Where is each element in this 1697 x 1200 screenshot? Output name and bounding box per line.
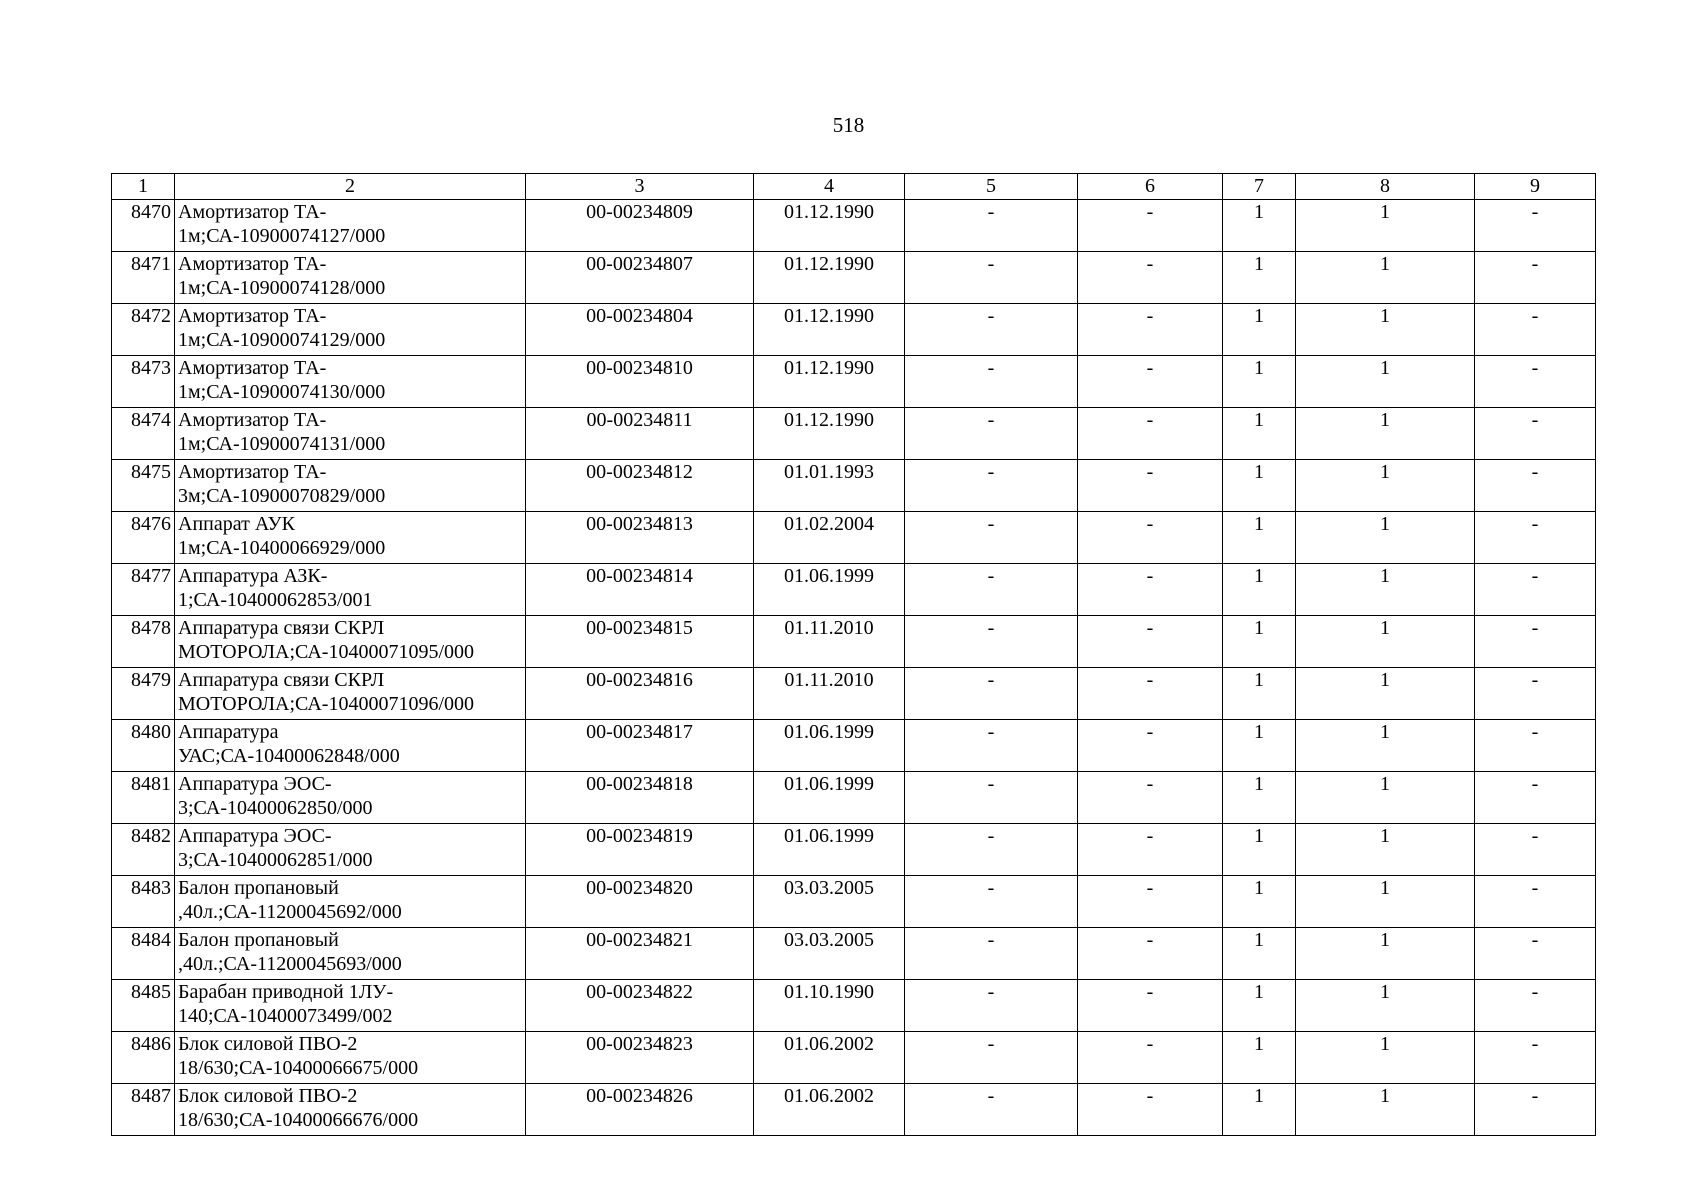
row-number: 8478: [112, 616, 175, 668]
column-9-cell: -: [1475, 772, 1596, 824]
column-9-cell: -: [1475, 408, 1596, 460]
table-row: [112, 980, 1596, 1032]
column-6-cell: -: [1078, 980, 1223, 1032]
item-name: [175, 928, 526, 980]
item-name-line: Аппаратура: [178, 721, 279, 743]
column-5-cell: -: [905, 980, 1078, 1032]
column-6-cell: -: [1078, 200, 1223, 252]
inventory-code: 00-00234821: [526, 928, 754, 980]
column-8-cell: 1: [1296, 408, 1475, 460]
column-7-cell: 1: [1223, 980, 1296, 1032]
item-name: [175, 356, 526, 408]
row-number: 8480: [112, 720, 175, 772]
column-6-cell: -: [1078, 824, 1223, 876]
item-name-line: 1;СА-10400062853/001: [178, 589, 373, 611]
item-name-line: 1м;СА-10900074131/000: [178, 433, 386, 455]
item-name-line: МОТОРОЛА;СА-10400071095/000: [178, 641, 475, 663]
page-number: 518: [832, 113, 865, 137]
item-name: [175, 564, 526, 616]
table-row: [112, 460, 1596, 512]
item-name: [175, 720, 526, 772]
column-9-cell: -: [1475, 252, 1596, 304]
column-7-cell: 1: [1223, 876, 1296, 928]
column-5-cell: -: [905, 1032, 1078, 1084]
row-number: 8486: [112, 1032, 175, 1084]
table-row: [112, 720, 1596, 772]
table-row: [112, 512, 1596, 564]
column-8-cell: 1: [1296, 876, 1475, 928]
column-9-cell: -: [1475, 824, 1596, 876]
row-number: 8484: [112, 928, 175, 980]
row-number: 8470: [112, 200, 175, 252]
column-9-cell: -: [1475, 980, 1596, 1032]
column-5-cell: -: [905, 304, 1078, 356]
column-header: 2: [175, 174, 526, 200]
date-cell: 01.12.1990: [754, 200, 905, 252]
date-cell: 01.06.1999: [754, 772, 905, 824]
item-name-line: Амортизатор ТА-: [178, 409, 327, 431]
column-6-cell: -: [1078, 668, 1223, 720]
item-name: [175, 824, 526, 876]
column-5-cell: -: [905, 200, 1078, 252]
column-6-cell: -: [1078, 304, 1223, 356]
table-row: [112, 616, 1596, 668]
inventory-code: 00-00234816: [526, 668, 754, 720]
item-name-line: Аппаратура связи СКРЛ: [178, 669, 385, 691]
column-5-cell: -: [905, 408, 1078, 460]
item-name-line: Аппаратура ЭОС-: [178, 825, 332, 847]
column-7-cell: 1: [1223, 252, 1296, 304]
header-row: [112, 174, 1596, 200]
date-cell: 01.01.1993: [754, 460, 905, 512]
column-7-cell: 1: [1223, 1084, 1296, 1136]
column-6-cell: -: [1078, 876, 1223, 928]
column-7-cell: 1: [1223, 928, 1296, 980]
item-name-line: 18/630;СА-10400066675/000: [178, 1057, 419, 1079]
column-7-cell: 1: [1223, 824, 1296, 876]
item-name-line: 3;СА-10400062851/000: [178, 849, 373, 871]
table-row: [112, 356, 1596, 408]
table-row: [112, 252, 1596, 304]
inventory-code: 00-00234812: [526, 460, 754, 512]
date-cell: 03.03.2005: [754, 876, 905, 928]
date-cell: 01.06.1999: [754, 824, 905, 876]
column-5-cell: -: [905, 876, 1078, 928]
column-7-cell: 1: [1223, 408, 1296, 460]
item-name-line: 3;СА-10400062850/000: [178, 797, 373, 819]
item-name-line: Балон пропановый: [178, 877, 339, 899]
date-cell: 01.06.2002: [754, 1084, 905, 1136]
row-number: 8479: [112, 668, 175, 720]
column-header: 5: [905, 174, 1078, 200]
date-cell: 01.12.1990: [754, 252, 905, 304]
table-row: [112, 200, 1596, 252]
column-9-cell: -: [1475, 668, 1596, 720]
item-name-line: 1м;СА-10900074127/000: [178, 225, 386, 247]
column-header: 7: [1223, 174, 1296, 200]
item-name-line: 1м;СА-10400066929/000: [178, 537, 386, 559]
column-8-cell: 1: [1296, 980, 1475, 1032]
column-9-cell: -: [1475, 512, 1596, 564]
date-cell: 01.06.1999: [754, 720, 905, 772]
column-9-cell: -: [1475, 460, 1596, 512]
item-name-line: ,40л.;СА-11200045693/000: [178, 953, 402, 975]
item-name-line: Амортизатор ТА-: [178, 305, 327, 327]
column-7-cell: 1: [1223, 304, 1296, 356]
inventory-code: 00-00234810: [526, 356, 754, 408]
item-name: [175, 1084, 526, 1136]
column-8-cell: 1: [1296, 720, 1475, 772]
inventory-code: 00-00234819: [526, 824, 754, 876]
item-name-line: Аппаратура связи СКРЛ: [178, 617, 385, 639]
inventory-code: 00-00234815: [526, 616, 754, 668]
item-name-line: Амортизатор ТА-: [178, 357, 327, 379]
item-name: [175, 668, 526, 720]
item-name-line: Балон пропановый: [178, 929, 339, 951]
inventory-code: 00-00234826: [526, 1084, 754, 1136]
item-name-line: 140;СА-10400073499/002: [178, 1005, 393, 1027]
column-7-cell: 1: [1223, 616, 1296, 668]
table-row: [112, 876, 1596, 928]
table-row: [112, 1084, 1596, 1136]
column-5-cell: -: [905, 928, 1078, 980]
column-6-cell: -: [1078, 928, 1223, 980]
column-6-cell: -: [1078, 616, 1223, 668]
date-cell: 01.06.1999: [754, 564, 905, 616]
item-name: [175, 200, 526, 252]
column-8-cell: 1: [1296, 564, 1475, 616]
column-8-cell: 1: [1296, 200, 1475, 252]
date-cell: 01.12.1990: [754, 304, 905, 356]
table-row: [112, 668, 1596, 720]
item-name-line: Амортизатор ТА-: [178, 253, 327, 275]
column-5-cell: -: [905, 564, 1078, 616]
item-name: [175, 460, 526, 512]
column-6-cell: -: [1078, 564, 1223, 616]
column-8-cell: 1: [1296, 1084, 1475, 1136]
date-cell: 01.12.1990: [754, 356, 905, 408]
column-6-cell: -: [1078, 512, 1223, 564]
item-name: [175, 512, 526, 564]
column-7-cell: 1: [1223, 564, 1296, 616]
inventory-code: 00-00234811: [526, 408, 754, 460]
item-name-line: Амортизатор ТА-: [178, 201, 327, 223]
inventory-code: 00-00234813: [526, 512, 754, 564]
column-8-cell: 1: [1296, 304, 1475, 356]
item-name-line: ,40л.;СА-11200045692/000: [178, 901, 402, 923]
column-5-cell: -: [905, 460, 1078, 512]
row-number: 8473: [112, 356, 175, 408]
column-9-cell: -: [1475, 1032, 1596, 1084]
column-6-cell: -: [1078, 720, 1223, 772]
column-9-cell: -: [1475, 1084, 1596, 1136]
column-9-cell: -: [1475, 200, 1596, 252]
column-6-cell: -: [1078, 252, 1223, 304]
item-name-line: Амортизатор ТА-: [178, 461, 327, 483]
column-6-cell: -: [1078, 408, 1223, 460]
item-name: [175, 304, 526, 356]
column-7-cell: 1: [1223, 356, 1296, 408]
column-header: 8: [1296, 174, 1475, 200]
item-name: [175, 876, 526, 928]
table-row: [112, 304, 1596, 356]
column-6-cell: -: [1078, 1084, 1223, 1136]
inventory-code: 00-00234822: [526, 980, 754, 1032]
item-name: [175, 980, 526, 1032]
column-5-cell: -: [905, 512, 1078, 564]
row-number: 8475: [112, 460, 175, 512]
inventory-code: 00-00234818: [526, 772, 754, 824]
item-name: [175, 772, 526, 824]
item-name-line: МОТОРОЛА;СА-10400071096/000: [178, 693, 475, 715]
item-name-line: УАС;СА-10400062848/000: [178, 745, 400, 767]
inventory-code: 00-00234807: [526, 252, 754, 304]
item-name-line: 3м;СА-10900070829/000: [178, 485, 386, 507]
table-row: [112, 1032, 1596, 1084]
row-number: 8481: [112, 772, 175, 824]
column-7-cell: 1: [1223, 460, 1296, 512]
date-cell: 01.02.2004: [754, 512, 905, 564]
item-name: [175, 1032, 526, 1084]
table-row: [112, 772, 1596, 824]
column-8-cell: 1: [1296, 356, 1475, 408]
item-name-line: Барабан приводной 1ЛУ-: [178, 981, 394, 1003]
column-8-cell: 1: [1296, 772, 1475, 824]
item-name-line: 1м;СА-10900074130/000: [178, 381, 386, 403]
row-number: 8472: [112, 304, 175, 356]
column-5-cell: -: [905, 772, 1078, 824]
column-9-cell: -: [1475, 928, 1596, 980]
column-9-cell: -: [1475, 616, 1596, 668]
column-7-cell: 1: [1223, 772, 1296, 824]
table-body: [112, 200, 1596, 1136]
row-number: 8483: [112, 876, 175, 928]
asset-table: [111, 173, 1596, 1136]
item-name: [175, 252, 526, 304]
column-9-cell: -: [1475, 876, 1596, 928]
inventory-code: 00-00234814: [526, 564, 754, 616]
column-7-cell: 1: [1223, 200, 1296, 252]
column-7-cell: 1: [1223, 512, 1296, 564]
column-9-cell: -: [1475, 720, 1596, 772]
item-name-line: 1м;СА-10900074129/000: [178, 329, 386, 351]
item-name-line: 1м;СА-10900074128/000: [178, 277, 386, 299]
table-row: [112, 564, 1596, 616]
inventory-code: 00-00234820: [526, 876, 754, 928]
column-5-cell: -: [905, 356, 1078, 408]
column-6-cell: -: [1078, 1032, 1223, 1084]
column-8-cell: 1: [1296, 252, 1475, 304]
item-name-line: 18/630;СА-10400066676/000: [178, 1109, 419, 1131]
column-9-cell: -: [1475, 356, 1596, 408]
table-row: [112, 824, 1596, 876]
column-5-cell: -: [905, 668, 1078, 720]
column-5-cell: -: [905, 824, 1078, 876]
column-header: 4: [754, 174, 905, 200]
column-8-cell: 1: [1296, 616, 1475, 668]
inventory-code: 00-00234809: [526, 200, 754, 252]
item-name-line: Блок силовой ПВО-2: [178, 1033, 358, 1055]
date-cell: 01.12.1990: [754, 408, 905, 460]
column-6-cell: -: [1078, 356, 1223, 408]
item-name-line: Блок силовой ПВО-2: [178, 1085, 358, 1107]
column-8-cell: 1: [1296, 512, 1475, 564]
item-name-line: Аппаратура ЭОС-: [178, 773, 332, 795]
column-8-cell: 1: [1296, 460, 1475, 512]
inventory-code: 00-00234823: [526, 1032, 754, 1084]
row-number: 8476: [112, 512, 175, 564]
item-name: [175, 408, 526, 460]
column-header: 6: [1078, 174, 1223, 200]
column-8-cell: 1: [1296, 668, 1475, 720]
column-8-cell: 1: [1296, 1032, 1475, 1084]
column-9-cell: -: [1475, 304, 1596, 356]
inventory-code: 00-00234804: [526, 304, 754, 356]
column-5-cell: -: [905, 720, 1078, 772]
date-cell: 01.06.2002: [754, 1032, 905, 1084]
column-8-cell: 1: [1296, 824, 1475, 876]
column-7-cell: 1: [1223, 1032, 1296, 1084]
column-5-cell: -: [905, 616, 1078, 668]
date-cell: 03.03.2005: [754, 928, 905, 980]
table-row: [112, 928, 1596, 980]
column-8-cell: 1: [1296, 928, 1475, 980]
row-number: 8471: [112, 252, 175, 304]
item-name-line: Аппарат АУК: [178, 513, 296, 535]
item-name-line: Аппаратура АЗК-: [178, 565, 328, 587]
column-header: 1: [112, 174, 175, 200]
table-row: [112, 408, 1596, 460]
column-7-cell: 1: [1223, 668, 1296, 720]
row-number: 8482: [112, 824, 175, 876]
row-number: 8487: [112, 1084, 175, 1136]
row-number: 8485: [112, 980, 175, 1032]
date-cell: 01.11.2010: [754, 616, 905, 668]
column-9-cell: -: [1475, 564, 1596, 616]
row-number: 8474: [112, 408, 175, 460]
column-6-cell: -: [1078, 772, 1223, 824]
column-7-cell: 1: [1223, 720, 1296, 772]
row-number: 8477: [112, 564, 175, 616]
inventory-code: 00-00234817: [526, 720, 754, 772]
date-cell: 01.10.1990: [754, 980, 905, 1032]
column-header: 9: [1475, 174, 1596, 200]
column-5-cell: -: [905, 252, 1078, 304]
column-6-cell: -: [1078, 460, 1223, 512]
column-header: 3: [526, 174, 754, 200]
column-5-cell: -: [905, 1084, 1078, 1136]
date-cell: 01.11.2010: [754, 668, 905, 720]
item-name: [175, 616, 526, 668]
